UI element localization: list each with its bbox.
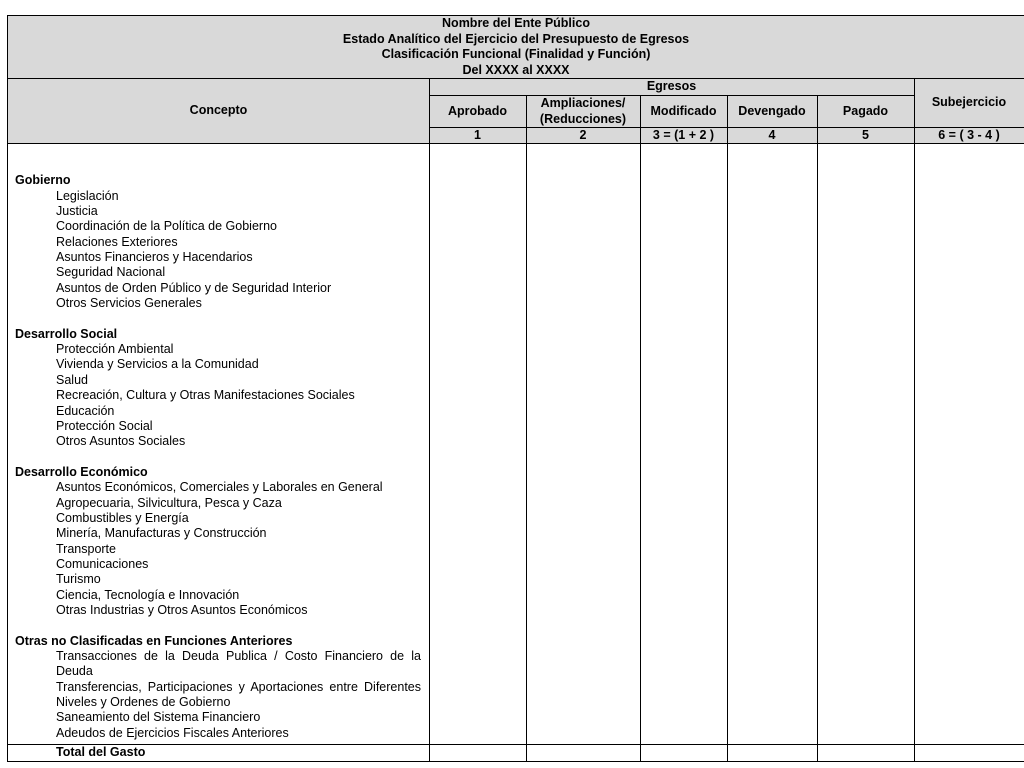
report-name: Estado Analítico del Ejercicio del Presupuesto de Egresos [342,31,690,46]
group-heading: Gobierno [15,173,71,188]
list-item: Saneamiento del Sistema Financiero [56,710,261,725]
pagado-header: Pagado [842,103,889,118]
list-item: Protección Ambiental [56,342,174,357]
list-item: Transacciones de la Deuda Publica / Costo Financiero de la Deuda [56,649,421,679]
column-divider [429,79,430,762]
ampliaciones-header-line1: Ampliaciones/ [540,96,626,110]
list-item: Asuntos de Orden Público y de Seguridad Interior [56,280,332,295]
group-heading: Desarrollo Económico [15,464,148,479]
entity-name: Nombre del Ente Público [442,16,590,30]
group-heading: Otras no Clasificadas en Funciones Anteriores [15,633,293,648]
list-item: Comunicaciones [56,556,149,571]
table-bottom-border [8,761,1024,762]
subejercicio-header: Subejercicio [931,95,1007,110]
list-item: Minería, Manufacturas y Construcción [56,526,267,541]
report-title [8,16,1024,78]
column-divider [727,95,728,762]
list-item: Asuntos Financieros y Hacendarios [56,250,253,265]
list-item: Salud [56,372,88,387]
list-item: Otras Industrias y Otros Asuntos Económicos [56,602,308,617]
list-item: Otros Servicios Generales [56,296,202,311]
list-item: Agropecuaria, Silvicultura, Pesca y Caza [56,495,282,510]
aprobado-header: Aprobado [447,103,508,118]
column-divider [817,95,818,762]
list-item: Turismo [56,572,101,587]
table-top-border [8,15,1024,16]
list-item: Protección Social [56,418,153,433]
devengado-header: Devengado [738,103,806,118]
modificado-number: 3 = (1 + 2 ) [652,127,715,142]
list-item: Transporte [56,541,116,556]
list-item: Relaciones Exteriores [56,234,178,249]
egresos-divider [429,95,914,96]
list-item: Seguridad Nacional [56,265,166,280]
list-item: Justicia [56,204,98,219]
column-divider [914,79,915,762]
modificado-header: Modificado [650,103,717,118]
list-item: Ciencia, Tecnología e Innovación [56,587,240,602]
column-divider [526,95,527,762]
list-item: Legislación [56,188,119,203]
list-item: Coordinación de la Política de Gobierno [56,219,277,234]
list-item: Transferencias, Participaciones y Aportaciones entre Diferentes Niveles y Ordenes de Gobierno [56,679,421,710]
header-bottom-border [8,143,1024,144]
list-item: Asuntos Económicos, Comerciales y Laborales en General [56,480,383,495]
ampliaciones-header-line2: (Reducciones) [539,111,627,126]
list-item: Combustibles y Energía [56,510,189,525]
table-left-border [7,15,8,762]
list-item: Educación [56,403,115,418]
concepto-list [15,158,421,741]
list-item: Otros Asuntos Sociales [56,434,186,449]
report-period: Del XXXX al XXXX [462,62,570,77]
concepto-header: Concepto [189,103,248,118]
list-item: Vivienda y Servicios a la Comunidad [56,357,259,372]
subejercicio-number: 6 = ( 3 - 4 ) [938,127,1000,142]
classification-name: Clasificación Funcional (Finalidad y Función) [381,47,651,61]
list-item: Adeudos de Ejercicios Fiscales Anteriores [56,725,289,740]
pagado-number: 5 [862,127,869,142]
column-divider [640,95,641,762]
title-bottom-border [8,78,1024,79]
list-item: Recreación, Cultura y Otras Manifestaciones Sociales [56,388,355,403]
group-heading: Desarrollo Social [15,326,118,341]
total-top-border [8,744,1024,745]
devengado-number: 4 [768,127,776,142]
ampliaciones-header [526,96,640,127]
aprobado-number: 1 [474,127,481,142]
egresos-header: Egresos [646,79,697,94]
total-label: Total del Gasto [56,745,146,759]
ampliaciones-number: 2 [579,127,587,142]
